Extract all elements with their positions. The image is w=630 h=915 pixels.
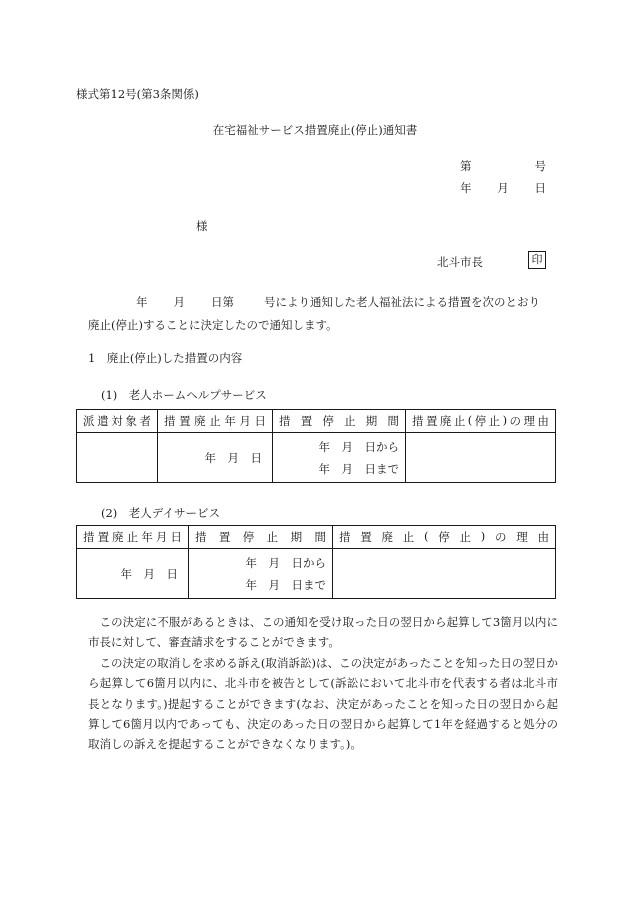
table-home-help xyxy=(76,409,556,483)
header-cell: 措 置 廃 止 ( 停 止 ) の 理 由 xyxy=(333,526,556,549)
header-cell: 措 置 停 止 期 間 xyxy=(189,526,333,549)
table-header-row xyxy=(77,410,556,433)
date-day: 日 xyxy=(534,181,546,195)
table-header-row xyxy=(77,526,556,549)
document-date-line xyxy=(460,180,546,196)
document-number-line xyxy=(460,158,546,174)
section-heading: 1 廃止(停止)した措置の内容 xyxy=(88,351,243,365)
appeal-notes xyxy=(88,612,558,755)
abolish-date-cell: 年 月 日 xyxy=(77,549,189,599)
abolish-date-cell: 年 月 日 xyxy=(158,433,273,483)
notice-body xyxy=(88,291,558,337)
target-person-cell[interactable] xyxy=(77,433,158,483)
date-month: 月 xyxy=(497,181,509,195)
period-to: 年 月 日まで xyxy=(245,577,326,592)
body-day-dai: 日第 xyxy=(211,295,234,309)
header-cell: 派 遣 対 象 者 xyxy=(77,410,158,433)
header-cell: 措 置 廃 止 ( 停 止 ) の 理 由 xyxy=(406,410,556,433)
header-cell: 措 置 停 止 期 間 xyxy=(273,410,406,433)
reason-cell[interactable] xyxy=(406,433,556,483)
body-month: 月 xyxy=(173,295,185,309)
note-paragraph: この決定に不服があるときは、この通知を受け取った日の翌日から起算して3箇月以内に市長に対して、審査請求をすることができます。 xyxy=(88,615,558,650)
subsection-home-help: (1) 老人ホームヘルプサービス xyxy=(101,388,267,402)
body-line1-rest: 号により通知した老人福祉法による措置を次のとおり xyxy=(264,295,540,309)
seal-stamp: 印 xyxy=(528,251,546,269)
number-prefix: 第 xyxy=(460,159,472,173)
period-from: 年 月 日から xyxy=(245,555,326,570)
note-paragraph: この決定の取消しを求める訴え(取消訴訟)は、この決定があったことを知った日の翌日から起算して6箇月以内に、北斗市を被告として(訴訟において北斗市を代表する者は北斗市長となります。)提起することができます(なお、決定があったことを知った日の翌日から起算して6箇月以内であっても、決定のあった日の翌日から起算して1年を経過すると処分の取消しの訴えを提起することができなくなります。)。 xyxy=(88,655,558,752)
notice-body-line2: 廃止(停止)することに決定したので通知します。 xyxy=(88,318,338,332)
number-suffix: 号 xyxy=(534,159,546,173)
notice-body-line1 xyxy=(88,291,558,314)
date-year: 年 xyxy=(460,181,472,195)
document-title: 在宅福祉サービス措置廃止(停止)通知書 xyxy=(212,123,418,137)
form-number: 様式第12号(第3条関係) xyxy=(76,87,199,101)
reason-cell[interactable] xyxy=(333,549,556,599)
suspension-period-cell xyxy=(273,433,406,483)
header-cell: 措 置 廃 止 年 月 日 xyxy=(158,410,273,433)
issuer-name: 北斗市長 xyxy=(437,255,483,269)
suspension-period-cell xyxy=(189,549,333,599)
period-to: 年 月 日まで xyxy=(318,461,399,476)
table-row xyxy=(77,433,556,483)
header-cell: 措 置 廃 止 年 月 日 xyxy=(77,526,189,549)
body-year: 年 xyxy=(136,295,148,309)
table-day-service xyxy=(76,525,556,599)
subsection-day-service: (2) 老人デイサービス xyxy=(101,506,220,520)
table-row xyxy=(77,549,556,599)
period-from: 年 月 日から xyxy=(318,439,399,454)
addressee-honorific: 様 xyxy=(196,219,208,233)
